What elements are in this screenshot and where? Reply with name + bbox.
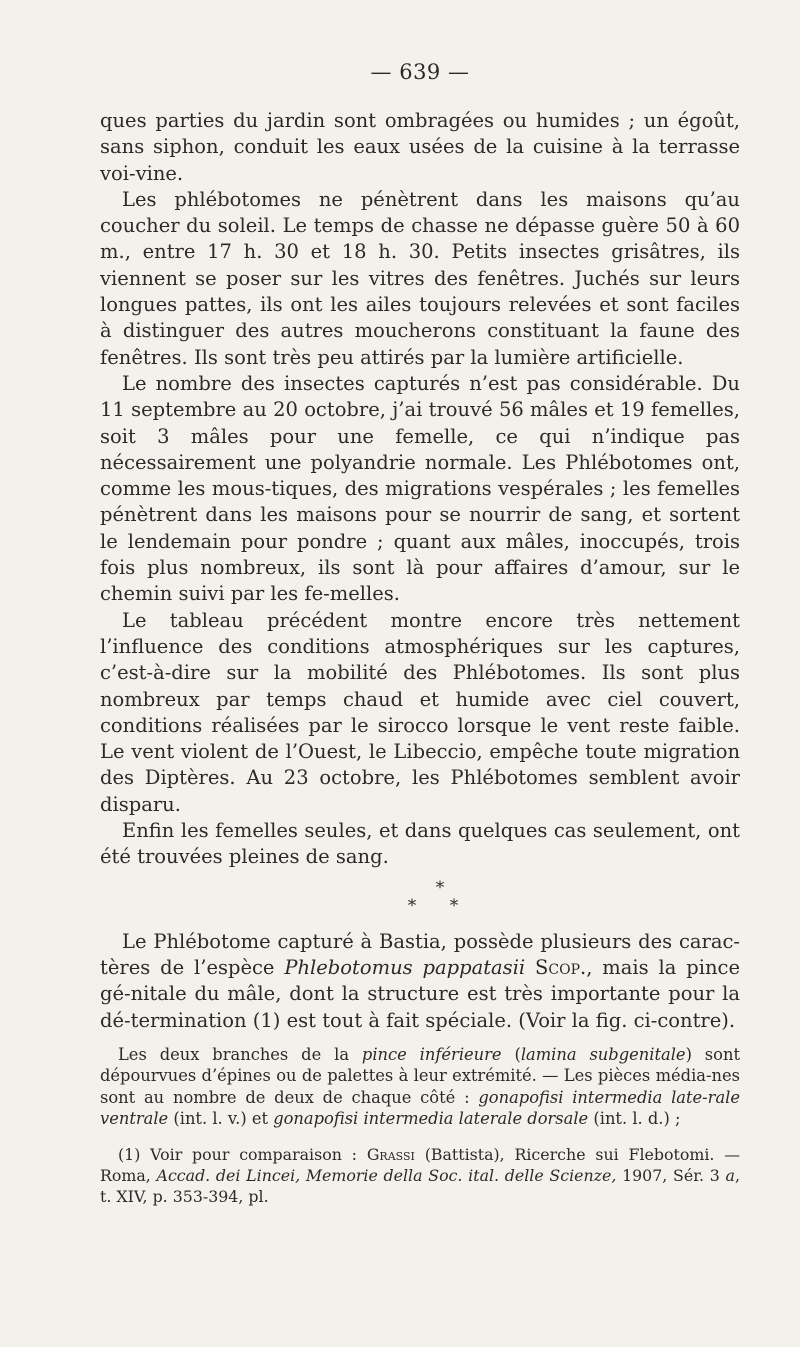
caption-text-1: Les deux branches de la: [118, 1044, 362, 1064]
footnote-series-letter: a: [725, 1165, 735, 1185]
species-author: Scop.: [535, 955, 587, 979]
caption-text-2: (: [501, 1044, 521, 1064]
paragraph-phlebotomes-arrival: Les phlébotomes ne pénètrent dans les maisons qu’au coucher du soleil. Le temps de chasse ne dépasse guère 50 à 60 m., entre 17 h. 30 et 18 h. 30. Petits insectes grisâtres, ils viennent se poser sur les vitres des fenêtres. Juchés sur leurs longues pattes, ils ont les ailes toujours relevées et sont faciles à distinguer des autres moucherons constituant la faune des fenêtres. Ils sont très peu attirés par la lumière artificielle.: [100, 187, 740, 369]
caption-term-lamina: lamina subgenitale: [520, 1044, 686, 1064]
page-number: — 639 —: [370, 60, 470, 84]
footnote: [100, 1144, 740, 1207]
paragraph-continued: ques parties du jardin sont ombragées ou humides ; un égoût, sans siphon, conduit les eaux usées de la cuisine à la terrasse voi-vine.: [100, 109, 740, 185]
caption-term-gonapofisi-dorsale: gonapofisi intermedia laterale dorsale: [273, 1109, 589, 1129]
caption-text-4: (int. l. v.) et: [168, 1109, 274, 1129]
asterism-bottom: * *: [407, 895, 473, 916]
footnote-text-1: (1) Voir pour comparaison :: [118, 1144, 367, 1164]
caption-paragraph: [100, 1044, 740, 1130]
paragraph-capture-count: Le nombre des insectes capturés n’est pas considérable. Du 11 septembre au 20 octobre, j’ai trouvé 56 mâles et 19 femelles, soit 3 mâles pour une femelle, ce qui n’indique pas nécessairement une polyandrie normale. Les Phlébotomes ont, comme les mous-tiques, des migrations vespérales ; les femelles pénètrent dans les maisons pour se nourrir de sang, et sortent le lendemain pour pondre ; quant aux mâles, inoccupés, trois fois plus nombreux, ils sont là pour affaires d’amour, sur le chemin suivi par les fe-melles.: [100, 371, 740, 606]
section-asterism: [140, 879, 740, 915]
main-text: [100, 108, 740, 1207]
species-text-end: , mais la pince gé-nitale du mâle, dont la structure est très importante pour la dé-termination (1) est tout à fait spéciale. (Voir la fig. ci-contre).: [100, 955, 740, 1032]
footnote-journal: Accad. dei Lincei, Memorie della Soc. ital. delle Scienze,: [156, 1165, 617, 1185]
species-text-start: Le Phlébotome capturé à Bastia, possède plusieurs des carac-tères de l’espèce: [100, 929, 740, 979]
caption-term-gonapofisi-ventrale: gonapofisi intermedia late-rale ventrale: [100, 1087, 740, 1129]
paragraph-females-blood: Enfin les femelles seules, et dans quelques cas seulement, ont été trouvées pleines de sang.: [100, 819, 740, 869]
figure-caption: [100, 1044, 740, 1130]
paragraph-species-description: [100, 929, 740, 1034]
footnote-author: Grassi: [366, 1144, 415, 1164]
footnote-text-2: (Battista), Ricerche sui Flebotomi. — Roma,: [100, 1144, 740, 1185]
asterism-top: *: [435, 877, 445, 898]
species-name: Phlebotomus pappatasii: [284, 955, 526, 979]
footnote-text-3: 1907, Sér. 3: [616, 1165, 726, 1185]
footnote-1: [100, 1144, 740, 1207]
footnote-text-4: , t. XIV, p. 353-394, pl.: [100, 1165, 740, 1206]
paragraph-atmospheric-influence: Le tableau précédent montre encore très nettement l’influence des conditions atmosphériques sur les captures, c’est-à-dire sur la mobilité des Phlébotomes. Ils sont plus nombreux par temps chaud et humide avec ciel couvert, conditions réalisées par le sirocco lorsque le vent reste faible. Le vent violent de l’Ouest, le Libeccio, empêche toute migration des Diptères. Au 23 octobre, les Phlébotomes semblent avoir disparu.: [100, 608, 740, 816]
caption-text-5: (int. l. d.) ;: [588, 1109, 681, 1129]
caption-term-pince: pince inférieure: [361, 1044, 502, 1064]
caption-text-3: ) sont dépourvues d’épines ou de palettes à leur extrémité. — Les pièces média-nes sont au nombre de deux de chaque côté :: [100, 1044, 740, 1107]
